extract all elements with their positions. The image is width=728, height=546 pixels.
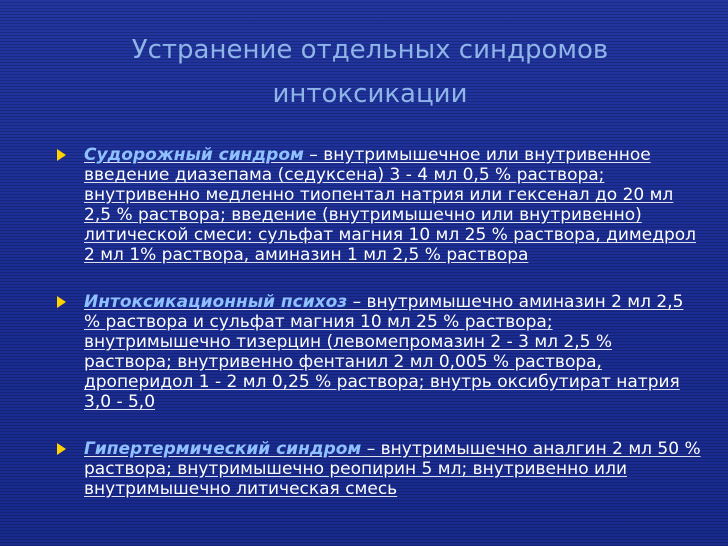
- item-text: – внутримышечно аминазин 2 мл 2,5 % раствора и сульфат магния 10 мл 25 % раствора; внутримышечно тизерцин (левомепромазин 2 - 3 мл 2,5 % раствора; внутривенно фентанил 2 мл 0,005 % раствора, дроперидол 1 - 2 мл 0,25 % раствора; внутрь оксибутират натрия 3,0 - 5,0: [84, 292, 684, 412]
- slide-title: [60, 28, 680, 116]
- item-text: – внутримышечное или внутривенное введение диазепама (седуксена) 3 - 4 мл 0,5 % раствора; внутривенно медленно тиопентал натрия или гексенал до 20 мл 2,5 % раствора; введение (внутримышечно или внутривенно) литической смеси: сульфат магния 10 мл 25 % раствора, димедрол 2 мл 1% раствора, аминазин 1 мл 2,5 % раствора: [84, 145, 697, 265]
- item-term: Интоксикационный психоз: [84, 292, 348, 312]
- triangle-bullet-icon: [57, 296, 66, 308]
- triangle-bullet-icon: [57, 149, 66, 161]
- slide-title-line-1: Устранение отдельных синдромов: [131, 35, 609, 65]
- item-term: Гипертермический синдром: [84, 439, 362, 459]
- list-item-hyperthermic-syndrome: [52, 439, 702, 499]
- triangle-bullet-icon: [57, 443, 66, 455]
- list-item-intoxication-psychosis: [52, 292, 702, 412]
- item-text: – внутримышечно аналгин 2 мл 50 % раствора; внутримышечно реопирин 5 мл; внутривенно или внутримышечно литическая смесь: [84, 439, 701, 499]
- list-item-seizure-syndrome: [52, 145, 702, 265]
- slide-title-line-2: интоксикации: [272, 79, 468, 109]
- item-term: Судорожный синдром: [84, 145, 304, 165]
- syndrome-list: [52, 145, 702, 499]
